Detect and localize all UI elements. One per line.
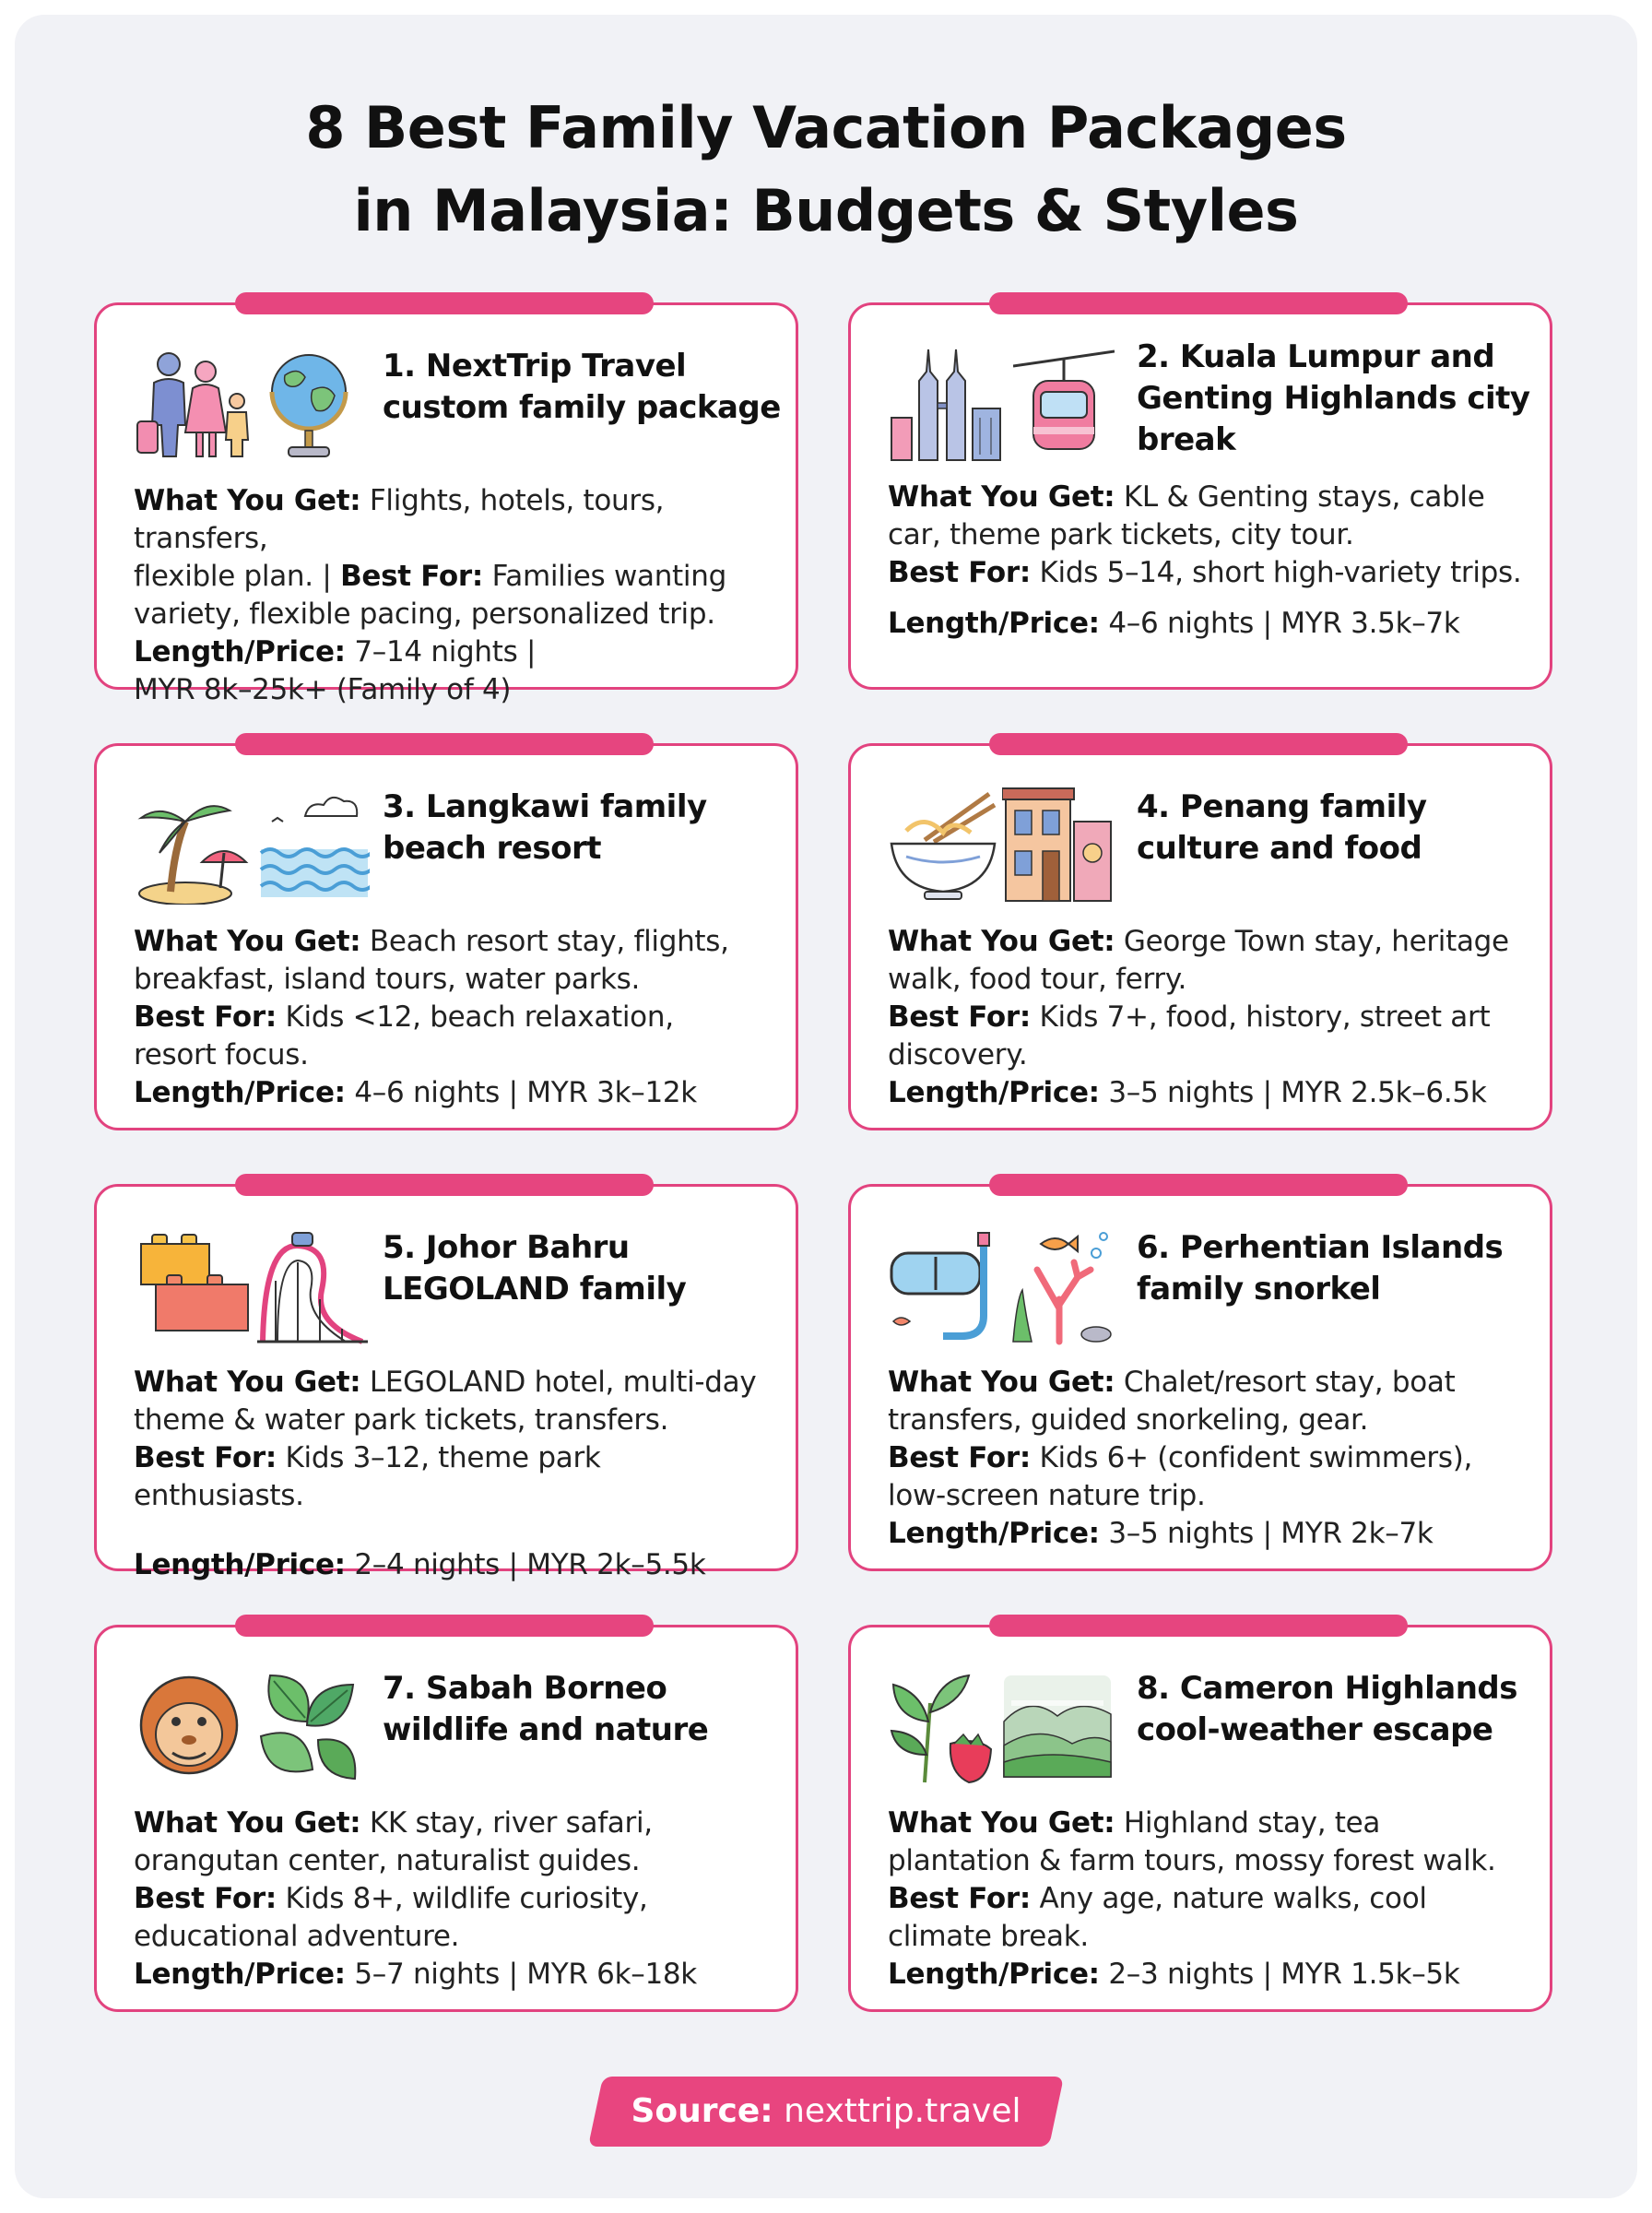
package-card-2: [848, 302, 1552, 690]
card-heading: 5. Johor Bahru LEGOLAND family: [383, 1229, 687, 1308]
best-label: Best For:: [888, 556, 1031, 589]
package-card-8: [848, 1625, 1552, 2012]
card-tab: [235, 1615, 654, 1637]
what-text-2: plantation & farm tours, mossy forest walk.: [888, 1844, 1496, 1877]
length-label: Length/Price:: [888, 1076, 1100, 1109]
what-text: Chalet/resort stay, boat: [1123, 1366, 1456, 1399]
what-text-2: walk, food tour, ferry.: [888, 963, 1187, 996]
package-card-1: [94, 302, 798, 706]
package-card-5: [94, 1184, 798, 1581]
card-heading: 8. Cameron Highlands cool-weather escape: [1137, 1670, 1517, 1748]
length-label: Length/Price:: [134, 1076, 346, 1109]
length-text: 3–5 nights | MYR 2k–7k: [1108, 1517, 1434, 1550]
length-text: 2–4 nights | MYR 2k–5.5k: [354, 1548, 706, 1581]
what-text: LEGOLAND hotel, multi-day: [369, 1366, 757, 1399]
source-text: [596, 2077, 1056, 2147]
card-heading: 1. NextTrip Travel custom family package: [383, 348, 781, 426]
what-text-2: transfers, guided snorkeling, gear.: [888, 1403, 1369, 1437]
package-card-3: [94, 743, 798, 1130]
card-heading: 3. Langkawi family beach resort: [383, 788, 707, 867]
card-heading: 6. Perhentian Islands family snorkel: [1137, 1229, 1504, 1308]
best-text: Kids 3–12, theme park enthusiasts.: [134, 1441, 601, 1512]
card-tab: [989, 292, 1408, 314]
what-label: What You Get:: [134, 1806, 361, 1840]
what-text-2: breakfast, island tours, water parks.: [134, 963, 641, 996]
card-heading: 2. Kuala Lumpur and Genting Highlands city break: [1137, 338, 1530, 458]
family-icon: [134, 344, 254, 464]
what-label: What You Get:: [888, 480, 1115, 514]
snorkel-mask-icon: [888, 1225, 998, 1345]
what-text-2: flexible plan. |: [134, 560, 341, 593]
infographic: [15, 15, 1637, 2198]
noodle-bowl-icon: [888, 785, 998, 905]
card-body: [888, 479, 1533, 643]
length-label: Length/Price:: [888, 1958, 1100, 1991]
cable-car-icon: [1013, 344, 1115, 464]
what-text: Flights, hotels, tours, transfers,: [134, 484, 665, 555]
best-text-2: low-screen nature trip.: [888, 1479, 1206, 1512]
title-line-2: in Malaysia: Budgets & Styles: [353, 177, 1299, 244]
card-heading: 4. Penang family culture and food: [1137, 788, 1427, 867]
length-label: Length/Price:: [134, 635, 346, 669]
shophouse-icon: [1002, 785, 1113, 905]
best-label: Best For:: [134, 1882, 277, 1915]
best-label: Best For:: [134, 1441, 277, 1474]
what-text: Highland stay, tea: [1123, 1806, 1381, 1840]
coral-fish-icon: [1004, 1225, 1115, 1345]
best-text-2: climate break.: [888, 1920, 1089, 1953]
card-body: [888, 1805, 1533, 1994]
package-card-6: [848, 1184, 1552, 1571]
card-heading: 7. Sabah Borneo wildlife and nature: [383, 1670, 709, 1748]
what-text: KK stay, river safari,: [369, 1806, 653, 1840]
best-text: Families wanting: [491, 560, 726, 593]
card-tab: [235, 292, 654, 314]
best-text: Kids 7+, food, history, street art: [1039, 1000, 1491, 1034]
card-tab: [989, 733, 1408, 755]
card-body: [888, 1364, 1533, 1553]
best-label: Best For:: [888, 1882, 1031, 1915]
tea-strawberry-icon: [888, 1666, 998, 1786]
what-label: What You Get:: [888, 1806, 1115, 1840]
best-text: Kids 6+ (confident swimmers),: [1039, 1441, 1473, 1474]
what-text: Beach resort stay, flights,: [369, 925, 729, 958]
what-text: George Town stay, heritage: [1123, 925, 1509, 958]
card-body: [134, 482, 779, 709]
length-text: 2–3 nights | MYR 1.5k–5k: [1108, 1958, 1460, 1991]
what-label: What You Get:: [134, 925, 361, 958]
best-text: Any age, nature walks, cool: [1039, 1882, 1427, 1915]
length-text: 3–5 nights | MYR 2.5k–6.5k: [1108, 1076, 1487, 1109]
palm-beach-icon: [134, 785, 254, 905]
length-text: 4–6 nights | MYR 3k–12k: [354, 1076, 697, 1109]
what-text-2: theme & water park tickets, transfers.: [134, 1403, 669, 1437]
card-tab: [235, 1174, 654, 1196]
package-card-7: [94, 1625, 798, 2012]
spacer: [134, 1515, 779, 1546]
card-tab: [235, 733, 654, 755]
what-text-2: orangutan center, naturalist guides.: [134, 1844, 641, 1877]
package-card-4: [848, 743, 1552, 1130]
best-label: Best For:: [340, 560, 483, 593]
source-link[interactable]: nexttrip.travel: [773, 2092, 1021, 2130]
length-text: 7–14 nights |: [354, 635, 537, 669]
length-label: Length/Price:: [888, 1517, 1100, 1550]
sea-waves-icon: [259, 785, 370, 905]
card-body: [134, 1364, 779, 1584]
best-text-2: variety, flexible pacing, personalized trip.: [134, 598, 715, 631]
card-tab: [989, 1615, 1408, 1637]
what-label: What You Get:: [888, 1366, 1115, 1399]
source-label: Source:: [631, 2092, 773, 2130]
length-label: Length/Price:: [134, 1958, 346, 1991]
card-body: [134, 923, 779, 1112]
best-text: Kids <12, beach relaxation,: [285, 1000, 674, 1034]
petronas-towers-icon: [888, 344, 1008, 464]
what-text: KL & Genting stays, cable: [1123, 480, 1485, 514]
globe-icon: [263, 344, 355, 464]
best-label: Best For:: [134, 1000, 277, 1034]
best-text-2: discovery.: [888, 1038, 1028, 1071]
source-badge: [596, 2077, 1056, 2147]
title-line-1: 8 Best Family Vacation Packages: [305, 94, 1347, 161]
length-text: 4–6 nights | MYR 3.5k–7k: [1108, 607, 1460, 640]
what-label: What You Get:: [134, 484, 361, 517]
length-label: Length/Price:: [888, 607, 1100, 640]
best-text: Kids 8+, wildlife curiosity,: [285, 1882, 648, 1915]
lego-brick-icon: [134, 1225, 254, 1345]
page-title: [15, 87, 1637, 253]
what-text-2: car, theme park tickets, city tour.: [888, 518, 1354, 551]
length-text: 5–7 nights | MYR 6k–18k: [354, 1958, 697, 1991]
card-tab: [989, 1174, 1408, 1196]
length-label: Length/Price:: [134, 1548, 346, 1581]
misty-hills-icon: [1002, 1666, 1113, 1786]
best-text: Kids 5–14, short high-variety trips.: [1039, 556, 1522, 589]
what-label: What You Get:: [888, 925, 1115, 958]
orangutan-icon: [134, 1666, 244, 1786]
card-body: [134, 1805, 779, 1994]
what-label: What You Get:: [134, 1366, 361, 1399]
best-label: Best For:: [888, 1441, 1031, 1474]
best-label: Best For:: [888, 1000, 1031, 1034]
card-body: [888, 923, 1533, 1112]
length-text-2: MYR 8k–25k+ (Family of 4): [134, 673, 512, 706]
jungle-leaves-icon: [252, 1666, 362, 1786]
best-text-2: educational adventure.: [134, 1920, 460, 1953]
roller-coaster-icon: [257, 1225, 368, 1345]
best-text-2: resort focus.: [134, 1038, 309, 1071]
